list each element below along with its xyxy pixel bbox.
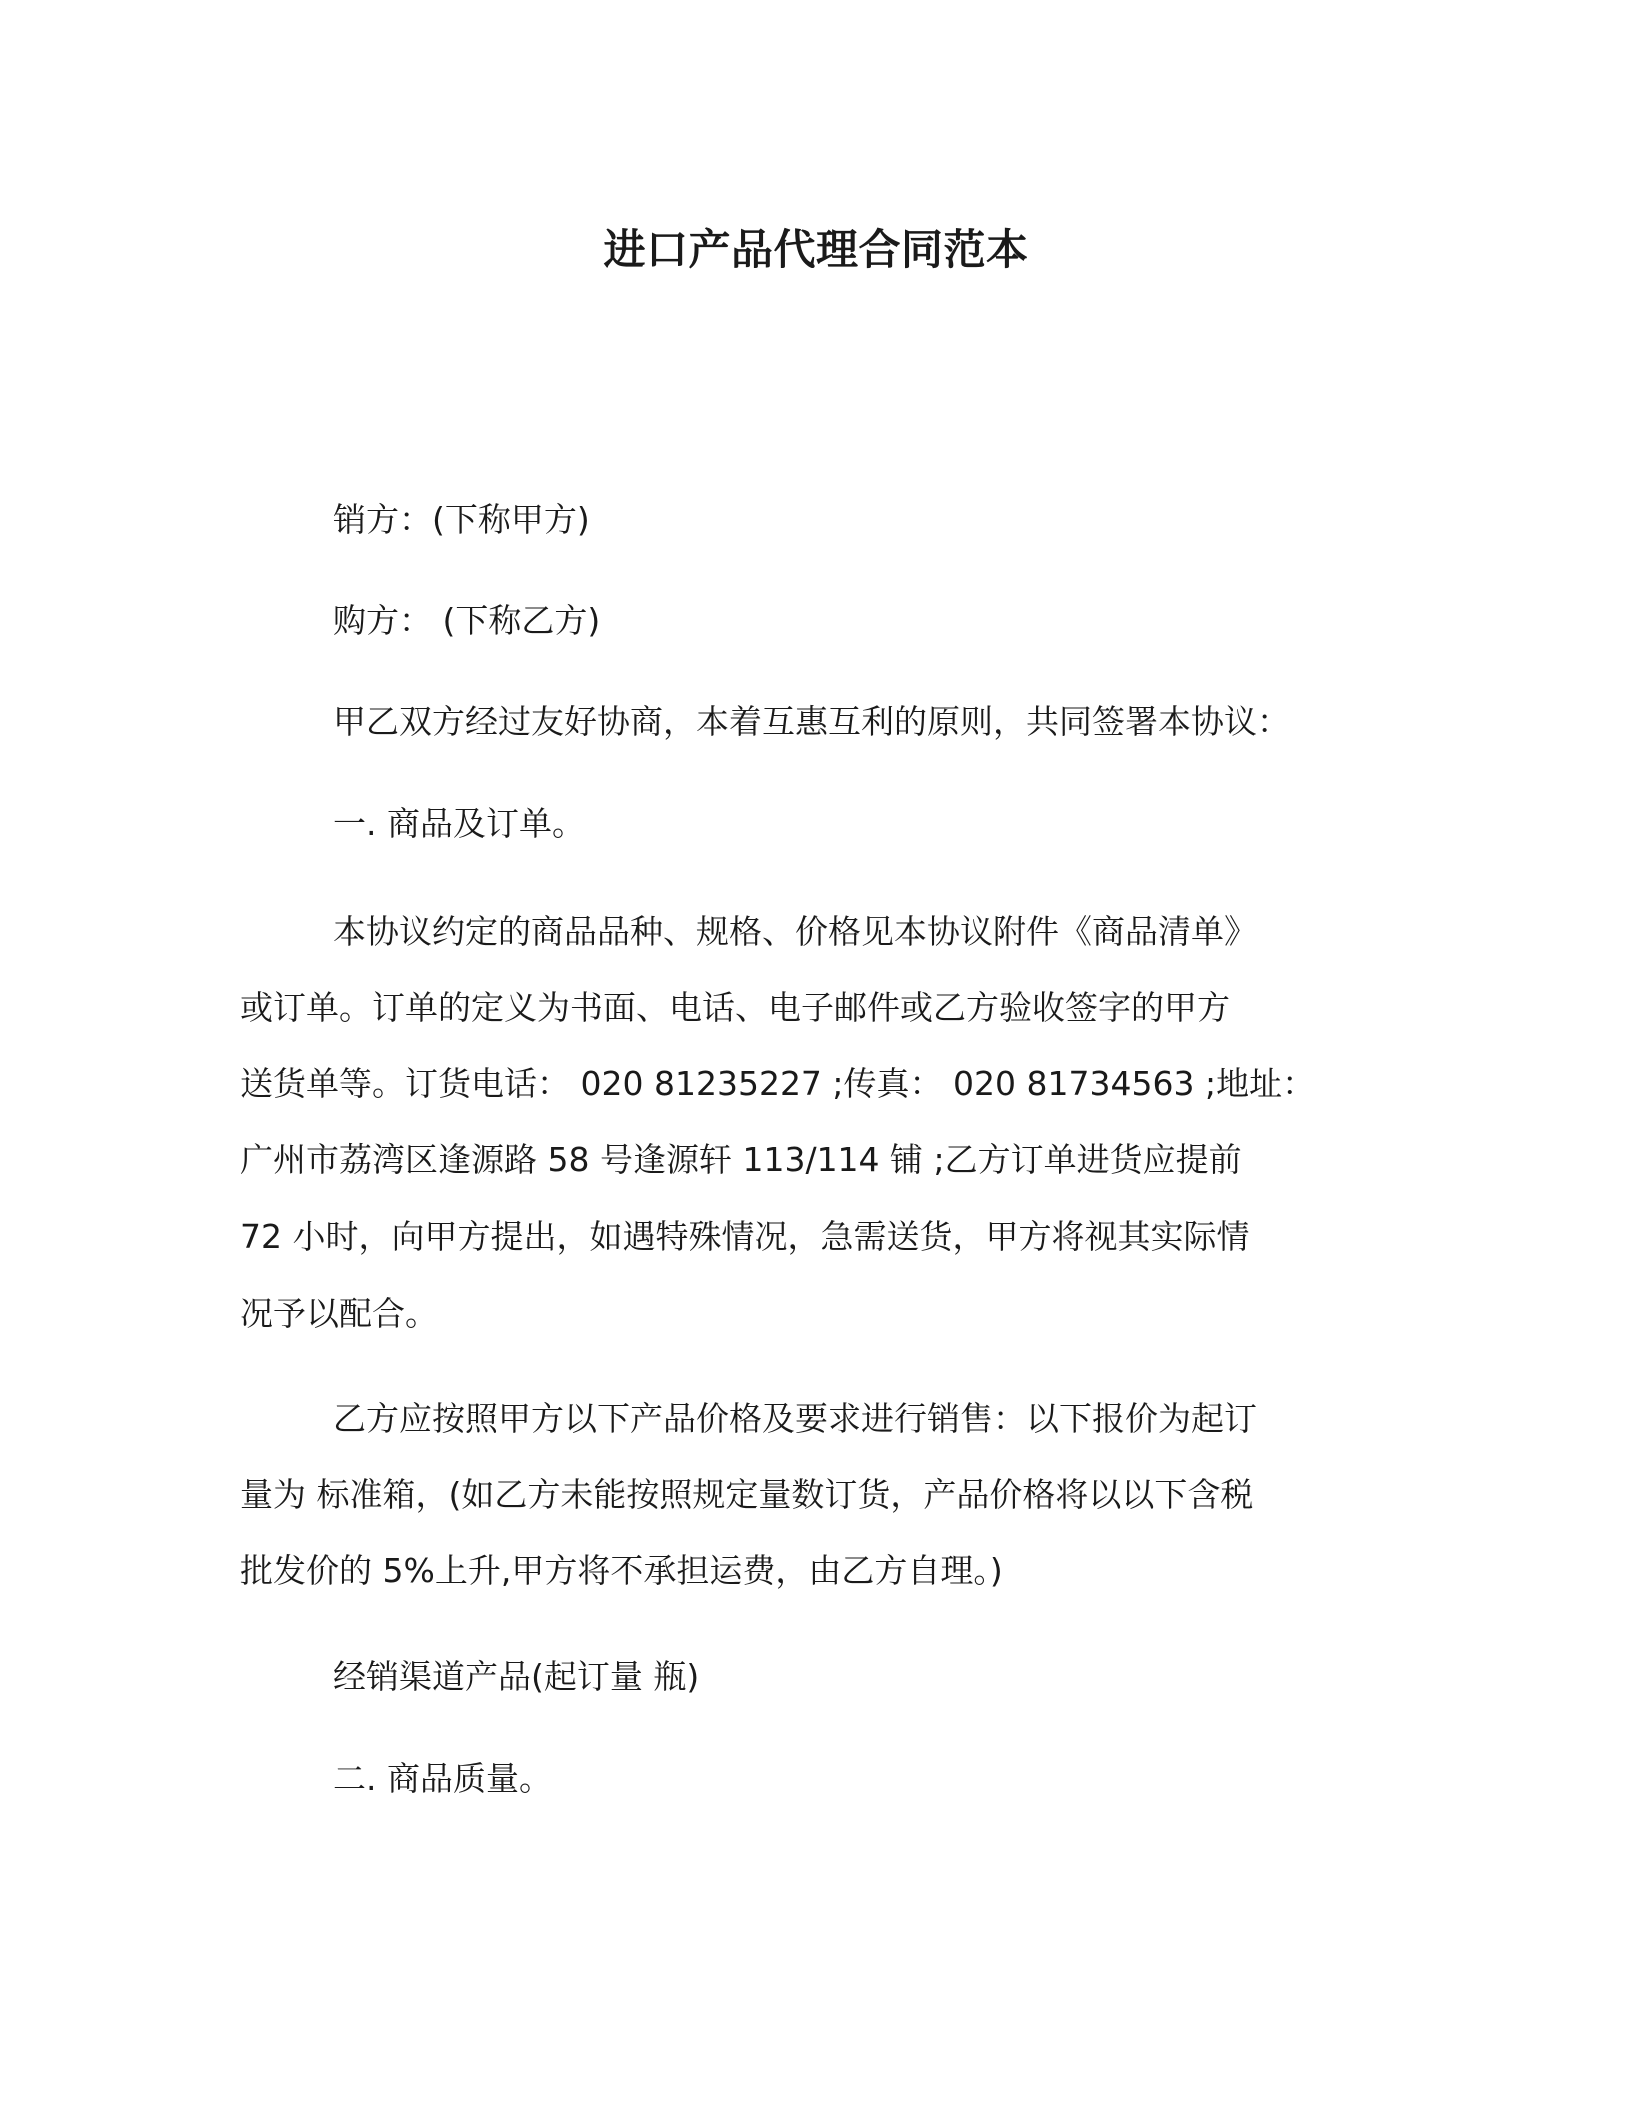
paragraph-1-line: 72 小时，向甲方提出，如遇特殊情况，急需送货，甲方将视其实际情: [240, 1217, 1250, 1256]
document-title: 进口产品代理合同范本: [603, 225, 1029, 274]
paragraph-2-line: 乙方应按照甲方以下产品价格及要求进行销售：以下报价为起订: [333, 1399, 1257, 1438]
section-2-heading: 二. 商品质量。: [333, 1759, 552, 1798]
paragraph-2-line: 量为 标准箱，(如乙方未能按照规定量数订货，产品价格将以以下含税: [240, 1475, 1254, 1514]
paragraph-1-line: 送货单等。订货电话： 020 81235227 ;传真： 020 81734563 ;地址：: [240, 1064, 1316, 1103]
paragraph-1-line: 本协议约定的商品品种、规格、价格见本协议附件《商品清单》: [333, 912, 1257, 951]
seller-line: 销方：(下称甲方): [333, 500, 590, 539]
channel-product-line: 经销渠道产品(起订量 瓶): [333, 1657, 700, 1696]
paragraph-2-line: 批发价的 5%上升,甲方将不承担运费，由乙方自理。): [240, 1551, 1003, 1590]
paragraph-1-line: 广州市荔湾区逢源路 58 号逢源轩 113/114 铺 ;乙方订单进货应提前: [240, 1140, 1242, 1179]
section-1-heading: 一. 商品及订单。: [333, 804, 585, 843]
preamble: 甲乙双方经过友好协商，本着互惠互利的原则，共同签署本协议：: [333, 702, 1290, 741]
buyer-line: 购方： (下称乙方): [333, 601, 601, 640]
paragraph-1-line: 况予以配合。: [240, 1294, 438, 1333]
paragraph-1-line: 或订单。订单的定义为书面、电话、电子邮件或乙方验收签字的甲方: [240, 988, 1230, 1027]
